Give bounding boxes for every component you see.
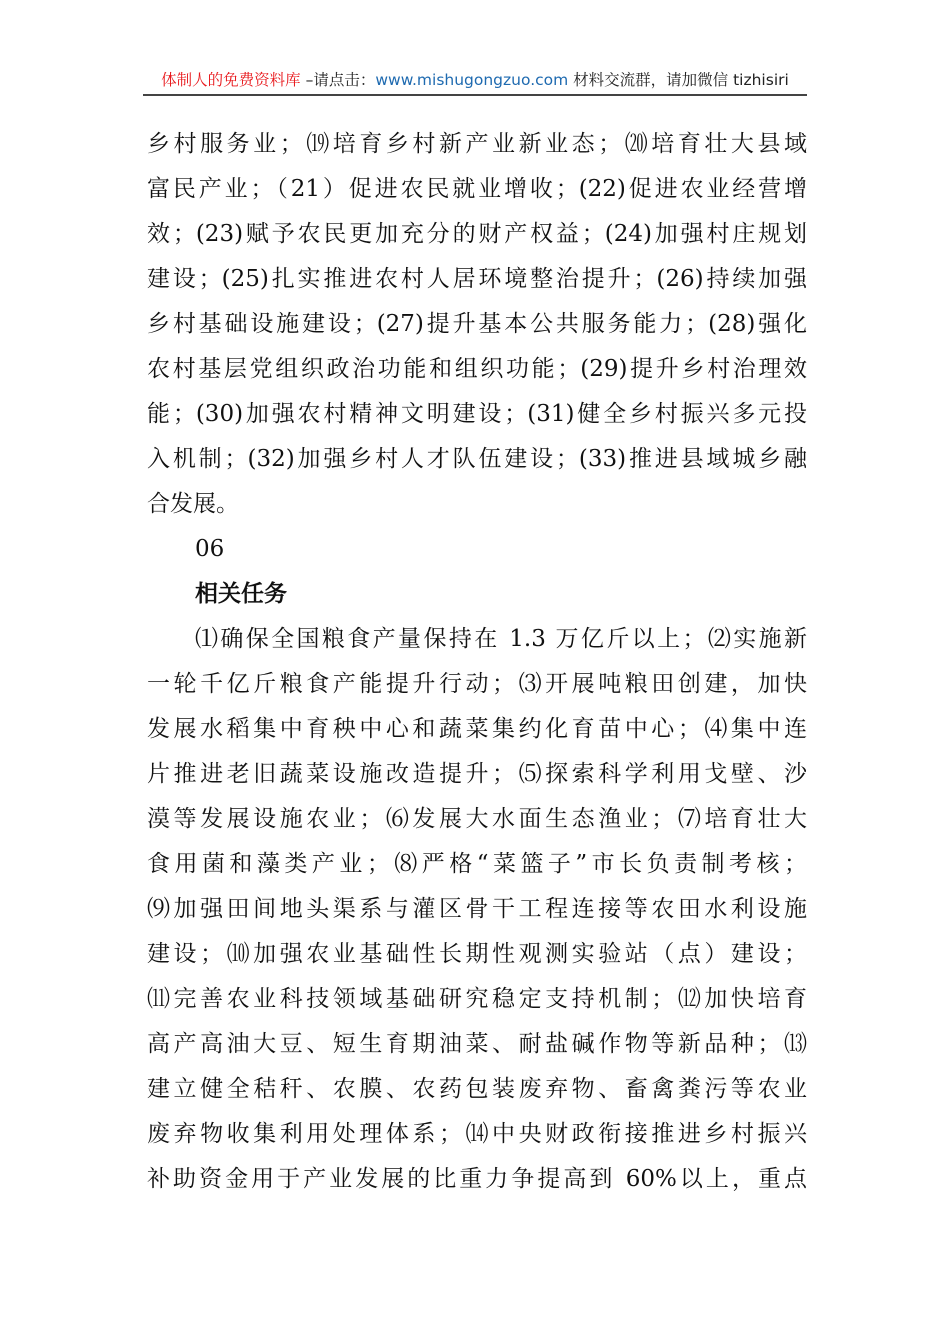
header-tail: 材料交流群，请加微信 tizhisiri — [568, 71, 789, 89]
header-lead: –请点击： — [300, 71, 376, 89]
text-line: 乡村服务业；⒆培育乡村新产业新业态；⒇培育壮大县域 — [147, 131, 807, 157]
text-line: 入机制；(32)加强乡村人才队伍建设；(33)推进县域城乡融 — [147, 446, 807, 472]
text-line: 补助资金用于产业发展的比重力争提高到 60%以上，重点 — [147, 1166, 807, 1192]
text-line: 发展水稻集中育秧中心和蔬菜集约化育苗中心；⑷集中连 — [147, 716, 807, 742]
text-line: 漠等发展设施农业；⑹发展大水面生态渔业；⑺培育壮大 — [147, 806, 807, 832]
paragraph-tasks — [147, 617, 807, 1202]
text-line: 一轮千亿斤粮食产能提升行动；⑶开展吨粮田创建，加快 — [147, 671, 807, 697]
paragraph-continued — [147, 122, 807, 527]
section-title: 相关任务 — [195, 581, 287, 607]
text-line: 废弃物收集利用处理体系；⒁中央财政衔接推进乡村振兴 — [147, 1121, 807, 1147]
section-number: 06 — [195, 536, 225, 562]
text-line: 建立健全秸秆、农膜、农药包装废弃物、畜禽粪污等农业 — [147, 1076, 807, 1102]
document-body — [147, 122, 807, 1202]
text-line: ⑴确保全国粮食产量保持在 1.3 万亿斤以上；⑵实施新 — [195, 626, 807, 652]
text-line: 建设；⑽加强农业基础性长期性观测实验站（点）建设； — [147, 941, 807, 967]
text-line: 乡村基础设施建设；(27)提升基本公共服务能力；(28)强化 — [147, 311, 807, 337]
text-line: 建设；(25)扎实推进农村人居环境整治提升；(26)持续加强 — [147, 266, 807, 292]
text-line: 富民产业；（21）促进农民就业增收；(22)促进农业经营增 — [147, 176, 807, 202]
header-brand: 体制人的免费资料库 — [161, 71, 301, 89]
text-line: 能；(30)加强农村精神文明建设；(31)健全乡村振兴多元投 — [147, 401, 807, 427]
text-line: 片推进老旧蔬菜设施改造提升；⑸探索科学利用戈壁、沙 — [147, 761, 807, 787]
text-line: 农村基层党组织政治功能和组织功能；(29)提升乡村治理效 — [147, 356, 807, 382]
text-line: 效；(23)赋予农民更加充分的财产权益；(24)加强村庄规划 — [147, 221, 807, 247]
page-header — [143, 68, 807, 96]
text-line: ⑼加强田间地头渠系与灌区骨干工程连接等农田水利设施 — [147, 896, 807, 922]
text-line: 合发展。 — [147, 491, 239, 517]
header-site-link[interactable]: www.mishugongzuo.com — [375, 71, 569, 89]
text-line: 高产高油大豆、短生育期油菜、耐盐碱作物等新品种；⒀ — [147, 1031, 807, 1057]
text-line: ⑾完善农业科技领域基础研究稳定支持机制；⑿加快培育 — [147, 986, 807, 1012]
text-line: 食用菌和藻类产业；⑻严格“菜篮子”市长负责制考核； — [147, 851, 807, 877]
